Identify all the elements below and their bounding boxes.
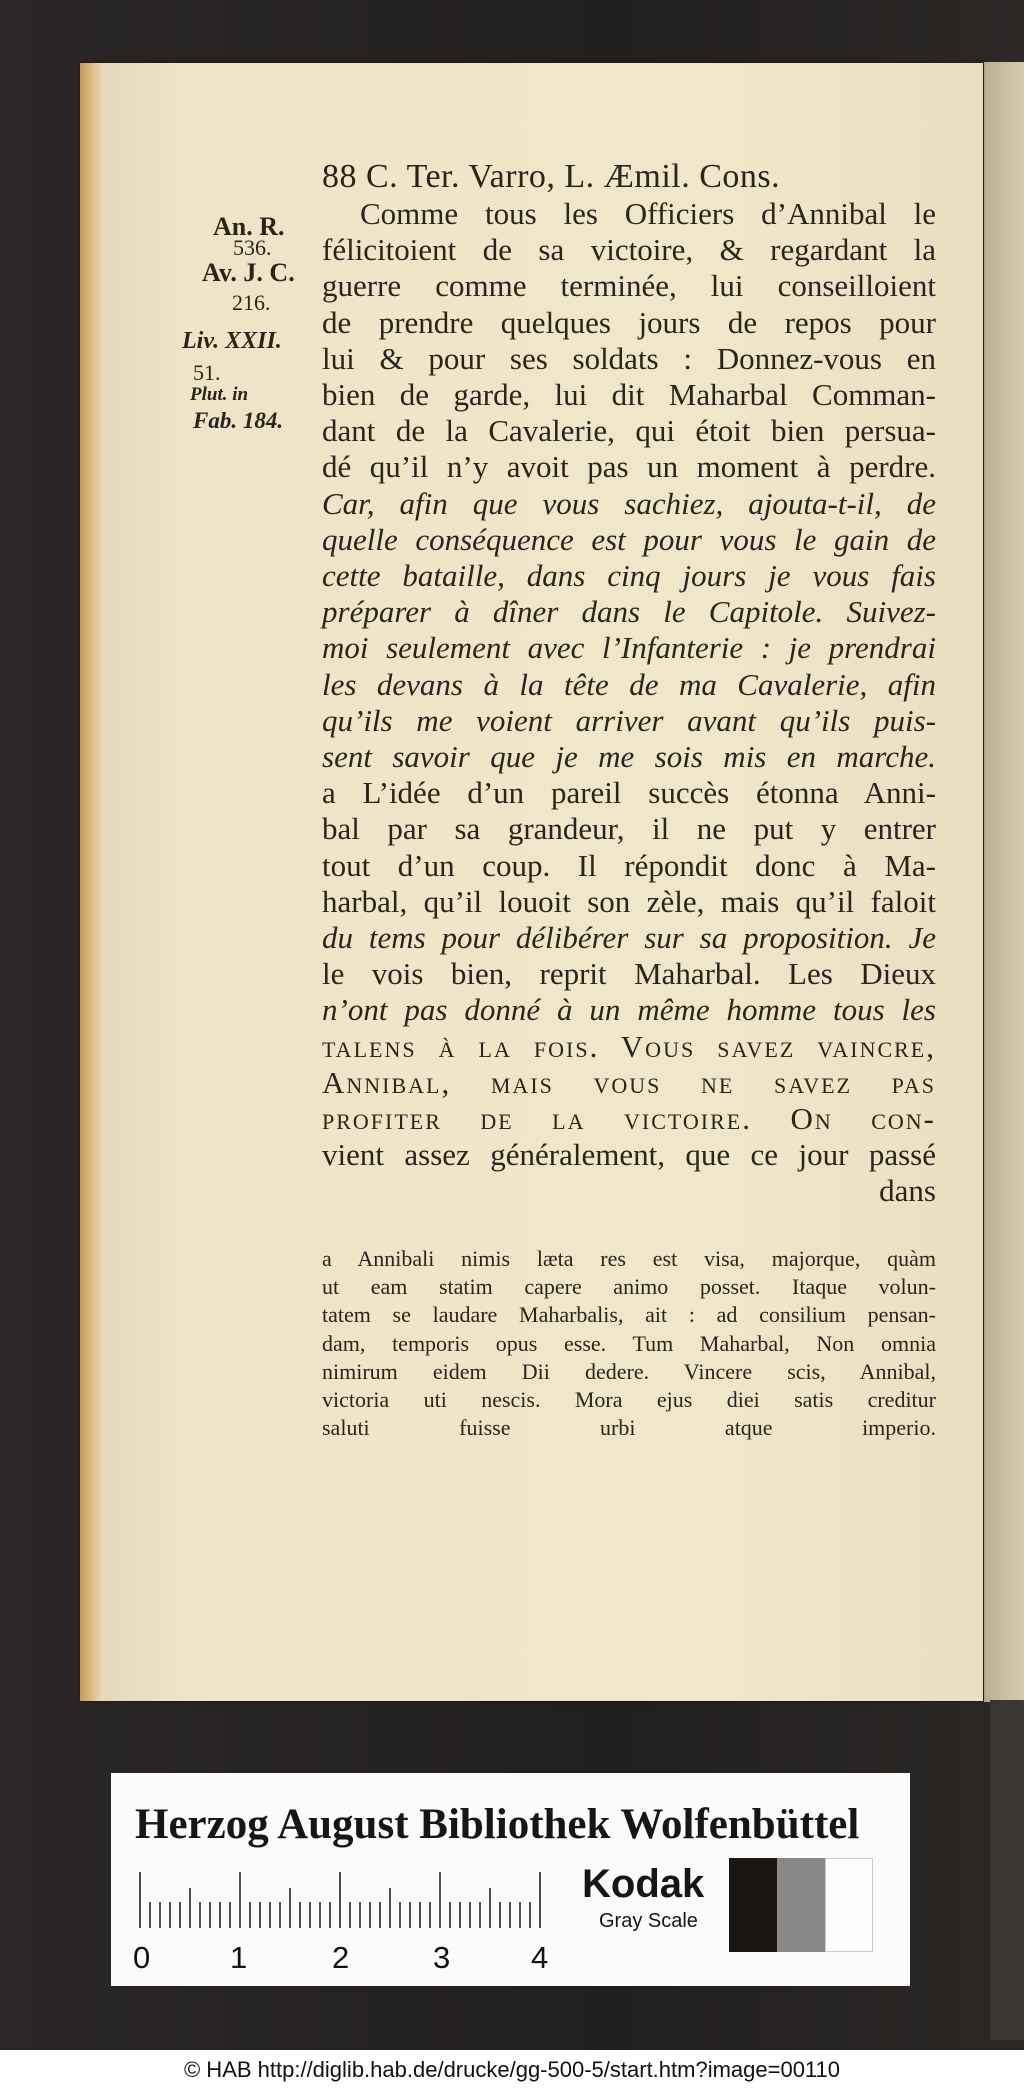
gray-scale-label: Gray Scale xyxy=(599,1910,698,1932)
text-line: n’ont pas donné à un même homme tous les xyxy=(322,992,936,1028)
text-line: sent savoir que je me sois mis en marche. xyxy=(322,739,936,775)
text-line: vient assez généralement, que ce jour passé xyxy=(322,1137,936,1173)
footnote-line: ut eam statim capere animo posset. Itaque volun- xyxy=(322,1274,936,1300)
footnote-line: nimirum eidem Dii dedere. Vincere scis, Annibal, xyxy=(322,1358,936,1384)
text-line: le vois bien, reprit Maharbal. Les Dieux xyxy=(322,956,936,992)
main-text-block xyxy=(322,196,936,1210)
footnote-line: tatem se laudare Maharbalis, ait : ad consilium pensan- xyxy=(322,1302,936,1328)
footnote-block xyxy=(322,1245,936,1442)
ruler-number: 3 xyxy=(433,1940,451,1975)
margin-note-plutarch-ref: Fab. 184. xyxy=(193,408,284,433)
footnote-line: saluti fuisse urbi atque imperio. xyxy=(322,1415,936,1441)
text-line: félicitoient de sa victoire, & regardant la xyxy=(322,232,936,268)
margin-note-year: 536. xyxy=(233,235,272,260)
text-line: bal par sa grandeur, il ne put y entrer xyxy=(322,811,936,847)
ruler-number: 2 xyxy=(332,1940,350,1975)
gray-swatch-light xyxy=(825,1858,873,1952)
footnote-line: a Annibali nimis læta res est visa, majorque, quàm xyxy=(322,1246,936,1271)
text-line: harbal, qu’il louoit son zèle, mais qu’il faloit xyxy=(322,883,936,919)
text-line: de prendre quelques jours de repos pour xyxy=(322,304,936,340)
text-line: profiter de la victoire. On con- xyxy=(322,1101,936,1137)
margin-note-plutarch: Plut. in xyxy=(190,384,249,405)
page-gutter-edge xyxy=(80,63,102,1701)
text-line: dant de la Cavalerie, qui étoit bien persua- xyxy=(322,413,936,449)
text-line: Car, afin que vous sachiez, ajouta-t-il, de xyxy=(322,485,936,521)
margin-note-livy: Liv. XXII. xyxy=(182,328,282,354)
library-name: Herzog August Bibliothek Wolfenbüttel xyxy=(135,1801,860,1848)
footnote-line: dam, temporis opus esse. Tum Maharbal, Non omnia xyxy=(322,1330,936,1356)
text-line: guerre comme terminée, lui conseilloient xyxy=(322,268,936,304)
ruler-scale-icon xyxy=(138,1872,548,1928)
ruler-number: 4 xyxy=(531,1940,549,1975)
margin-note-livy-chapter: 51. xyxy=(193,360,221,385)
text-line: les devans à la tête de ma Cavalerie, afin xyxy=(322,666,936,702)
text-line: Annibal, mais vous ne savez pas xyxy=(322,1064,936,1100)
text-line: préparer à dîner dans le Capitole. Suivez- xyxy=(322,594,936,630)
gray-swatch-dark xyxy=(729,1858,777,1952)
text-line: quelle conséquence est pour vous le gain de xyxy=(322,521,936,557)
text-line: dé qu’il n’y avoit pas un moment à perdre. xyxy=(322,449,936,485)
text-line: qu’ils me voient arriver avant qu’ils puis- xyxy=(322,702,936,738)
ruler-number: 0 xyxy=(133,1940,151,1975)
text-line: bien de garde, lui dit Maharbal Comman- xyxy=(322,377,936,413)
margin-note-year-label: An. R. xyxy=(213,212,285,241)
adjacent-page-shadow xyxy=(990,1700,1024,2040)
running-head: 88 C. Ter. Varro, L. Æmil. Cons. xyxy=(322,158,781,195)
text-line: a L’idée d’un pareil succès étonna Anni- xyxy=(322,775,936,811)
adjacent-page-edge xyxy=(984,62,1024,1702)
text-line: cette bataille, dans cinq jours je vous fais xyxy=(322,558,936,594)
text-line: lui & pour ses soldats : Donnez-vous en xyxy=(322,340,936,376)
footnote-line: victoria uti nescis. Mora ejus diei satis creditur xyxy=(322,1387,936,1413)
text-line: Comme tous les Officiers d’Annibal le xyxy=(360,196,936,231)
margin-note-bc-year: 216. xyxy=(232,290,271,315)
text-line: moi seulement avec l’Infanterie : je prendrai xyxy=(322,630,936,666)
copyright-footer: © HAB http://diglib.hab.de/drucke/gg-500-5/start.htm?image=00110 xyxy=(183,2057,841,2082)
text-line: du tems pour délibérer sur sa proposition. Je xyxy=(322,920,936,956)
gray-swatch-mid xyxy=(777,1858,825,1952)
text-line: talens à la fois. Vous savez vaincre, xyxy=(322,1028,936,1064)
text-line: tout d’un coup. Il répondit donc à Ma- xyxy=(322,847,936,883)
catchword: dans xyxy=(879,1173,936,1209)
kodak-logo: Kodak xyxy=(582,1862,705,1906)
ruler-number: 1 xyxy=(230,1940,248,1975)
margin-note-bc-label: Av. J. C. xyxy=(202,258,295,287)
